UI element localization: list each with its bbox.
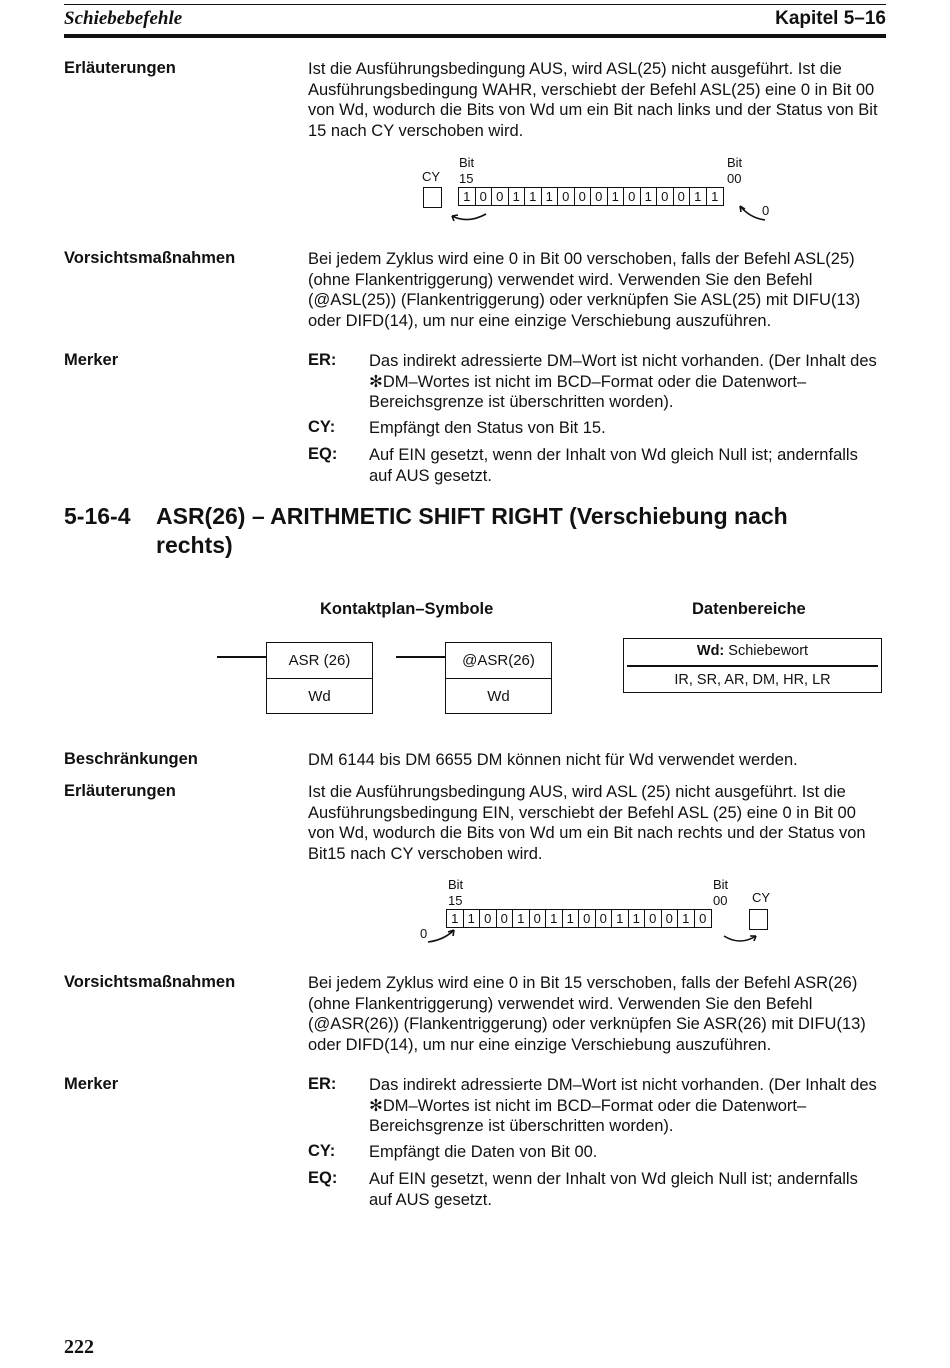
data-areas-table [623,638,882,693]
asr-flag-eq-key: EQ: [308,1169,338,1187]
bit-cell: 0 [579,910,596,927]
asl-flags-label: Merker [64,351,119,369]
asr-flag-cy-key: CY: [308,1142,336,1160]
data-areas-row-1-text: Schiebewort [724,643,809,659]
ladder-line-2 [396,656,446,658]
asr-bit00-label-a: Bit [713,877,729,892]
bit-cell: 1 [678,910,695,927]
ladder-box-asr-operand: Wd [308,687,331,705]
asl-bit00-label-a: Bit [727,155,743,170]
data-areas-separator [627,665,878,667]
header-rule [64,34,886,38]
bit-cell: 0 [662,910,679,927]
bit-cell: 1 [525,188,542,205]
section-title: ASR(26) – ARITHMETIC SHIFT RIGHT (Verschiebung nach rechts) [156,503,788,558]
asl-flag-eq-key: EQ: [308,445,338,463]
asr-caution-text [308,973,883,1055]
asr-restrict-label: Beschränkungen [64,750,198,768]
bit-cell: 0 [591,188,608,205]
bit-cell: 1 [464,910,481,927]
data-areas-row-1-key: Wd: [696,643,725,659]
bit-cell: 1 [563,910,580,927]
asl-bit15-label-a: Bit [459,155,475,170]
data-areas-row-1 [624,639,881,663]
bit-cell: 1 [447,910,464,927]
bit-cell: 0 [530,910,547,927]
bit-cell: 0 [645,910,662,927]
asl-flag-er-key: ER: [308,351,337,369]
asr-flag-er-key: ER: [308,1075,337,1093]
asl-explain-text [308,59,883,141]
asl-zero-input: 0 [762,203,770,218]
asr-caution-paragraph: Bei jedem Zyklus wird eine 0 in Bit 15 verschoben, falls der Befehl ASR(26) (ohne Flankentriggerung) verwendet wird. Verwenden Sie den Befehl (@ASR(26)) (Flankentriggerung) oder verknüpfen Sie ASR(26) mit DIFU(13) oder DIFD(14), um nur eine einzige Verschiebung auszuführen. [308,974,866,1054]
asr-flag-eq-text: Auf EIN gesetzt, wenn der Inhalt von Wd gleich Null ist; andernfalls auf AUS gesetzt. [369,1170,858,1209]
asl-shift-diagram [420,150,800,230]
bit-cell: 1 [542,188,559,205]
bit-cell: 1 [459,188,476,205]
bit-cell: 0 [596,910,613,927]
data-areas-row-2: IR, SR, AR, DM, HR, LR [674,672,831,688]
asl-flag-cy-key: CY: [308,418,336,436]
asr-flag-cy-text: Empfängt die Daten von Bit 00. [369,1143,598,1161]
bit-cell: 0 [674,188,691,205]
asr-explain-paragraph: Ist die Ausführungsbedingung AUS, wird ASL (25) nicht ausgeführt. Ist die Ausführungsbedingung EIN, verschiebt der Befehl ASL (25) eine 0 in Bit 00 von Wd, wodurch die Bits von Wd um ein Bit nach rechts und der Status von Bit15 nach CY verschoben wird. [308,783,866,863]
asr-shift-arrows [410,922,790,952]
ladder-box-asr-instruction: ASR (26) [267,643,372,679]
asl-flag-er-text: Das indirekt adressierte DM–Wort ist nicht vorhanden. (Der Inhalt des ✻DM–Wortes ist nicht im BCD–Format oder die Datenwort–Bereichsgrenze ist überschritten worden). [369,352,877,411]
header-chapter-number: Kapitel 5–16 [775,8,886,29]
asl-caution-text [308,249,883,331]
bit-cell: 1 [711,189,719,204]
bit-cell: 1 [612,910,629,927]
bit-cell: 0 [497,910,514,927]
asl-shift-arrows [420,200,800,230]
asr-bit15-label-b: 15 [448,893,463,908]
bit-cell: 1 [608,188,625,205]
asl-bit00-label-b: 00 [727,171,742,186]
asr-restrict-text [308,750,883,771]
asr-zero-input: 0 [420,926,428,941]
asr-flag-er-text: Das indirekt adressierte DM–Wort ist nicht vorhanden. (Der Inhalt des ✻DM–Wortes ist nicht im BCD–Format oder die Datenwort–Bereichsgrenze ist überschritten worden). [369,1076,877,1135]
asl-cy-label: CY [422,169,441,184]
bit-cell: 0 [476,188,493,205]
bit-cell: 1 [513,910,530,927]
asl-caution-label: Vorsichtsmaßnahmen [64,249,236,267]
asr-explain-label: Erläuterungen [64,782,176,800]
bit-cell: 0 [480,910,497,927]
bit-cell: 0 [657,188,674,205]
asr-shift-diagram [410,872,790,952]
ladder-box-at-asr-operand: Wd [487,687,510,705]
data-areas-heading: Datenbereiche [692,600,806,618]
asl-flag-cy-text: Empfängt den Status von Bit 15. [369,419,606,437]
header-top-rule [64,4,886,5]
page-number: 222 [64,1336,94,1358]
asr-caution-label: Vorsichtsmaßnahmen [64,973,236,991]
asr-cy-label: CY [752,890,771,905]
header-chapter-name: Schiebebefehle [64,8,183,29]
bit-cell: 1 [509,188,526,205]
ladder-box-at-asr [445,642,552,714]
asr-bit00-label-b: 00 [713,893,728,908]
bit-cell: 0 [558,188,575,205]
bit-cell: 1 [546,910,563,927]
ladder-line-1 [217,656,267,658]
bit-cell: 1 [641,188,658,205]
asl-explain-paragraph: Ist die Ausführungsbedingung AUS, wird ASL(25) nicht ausgeführt. Ist die Ausführungsbedingung WAHR, verschiebt der Befehl ASL(25) eine 0 in Bit 00 von Wd, wodurch die Bits von Wd um ein Bit nach links und der Status von Bit 15 nach CY verschoben wird. [308,60,878,140]
bit-cell: 0 [575,188,592,205]
asl-bit15-label-b: 15 [459,171,474,186]
section-number: 5-16-4 [64,503,131,529]
bit-cell: 0 [492,188,509,205]
ladder-box-at-asr-instruction: @ASR(26) [446,643,551,679]
asr-restrict-paragraph: DM 6144 bis DM 6655 DM können nicht für Wd verwendet werden. [308,751,798,769]
ladder-box-asr [266,642,373,714]
asr-bit15-label-a: Bit [448,877,464,892]
ladder-symbols-heading: Kontaktplan–Symbole [320,600,494,618]
bit-cell: 1 [629,910,646,927]
asl-caution-paragraph: Bei jedem Zyklus wird eine 0 in Bit 00 verschoben, falls der Befehl ASL(25) (ohne Flankentriggerung) verwendet wird. Verwenden Sie den Befehl (@ASL(25)) (Flankentriggerung) oder verknüpfen Sie ASL(25) mit DIFU(13) oder DIFD(14), um nur eine einzige Verschiebung auszuführen. [308,250,861,330]
asl-flag-eq-text: Auf EIN gesetzt, wenn der Inhalt von Wd gleich Null ist; andernfalls auf AUS gesetzt. [369,446,858,485]
asr-flags-label: Merker [64,1075,119,1093]
asr-explain-text [308,782,883,864]
bit-cell: 0 [624,188,641,205]
asl-explain-label: Erläuterungen [64,59,176,77]
bit-cell: 0 [699,911,707,926]
bit-cell: 1 [690,188,707,205]
